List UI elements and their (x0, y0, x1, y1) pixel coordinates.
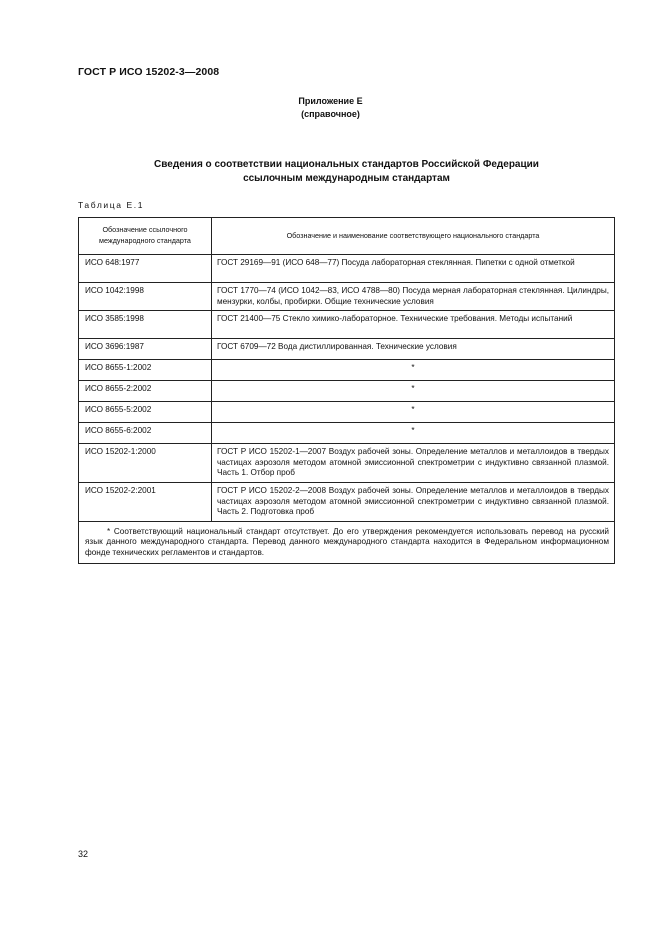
national-standard-description: ГОСТ Р ИСО 15202-2—2008 Воздух рабочей зоны. Определение металлов и металлоидов в твердых частицах аэрозоля методом атомной эмиссионной спектрометрии с индуктивно связанной плазмой. Часть 2. Подготовка проб (212, 482, 615, 521)
table-footnote-row (79, 521, 615, 563)
footnote-marker: * (212, 402, 615, 423)
table-row (79, 482, 615, 521)
table-row (79, 381, 615, 402)
national-standard-description: ГОСТ 29169—91 (ИСО 648—77) Посуда лабораторная стеклянная. Пипетки с одной отметкой (212, 255, 615, 283)
table-row (79, 283, 615, 311)
table-row (79, 339, 615, 360)
table-row (79, 423, 615, 444)
international-standard-code: ИСО 8655-1:2002 (79, 360, 212, 381)
table-footnote-text: * Соответствующий национальный стандарт отсутствует. До его утверждения рекомендуется использовать перевод на русский язык данного международного стандарта. Перевод данного международного стандарта находится в Федеральном информационном фонде технических регламентов и стандартов. (85, 526, 609, 557)
annex-title: Приложение Е (298, 96, 363, 106)
footnote-marker: * (212, 423, 615, 444)
section-heading-line-2: ссылочным международным стандартам (243, 173, 450, 184)
international-standard-code: ИСО 648:1977 (79, 255, 212, 283)
table-header-row (79, 218, 615, 255)
annex-subtitle: (справочное) (301, 109, 360, 119)
table-row (79, 402, 615, 423)
international-standard-code: ИСО 8655-2:2002 (79, 381, 212, 402)
national-standard-description: ГОСТ Р ИСО 15202-1—2007 Воздух рабочей зоны. Определение металлов и металлоидов в твердых частицах аэрозоля методом атомной эмиссионной спектрометрии с индуктивно связанной плазмой. Часть 1. Отбор проб (212, 444, 615, 483)
table-caption: Таблица Е.1 (78, 200, 145, 210)
footnote-marker: * (212, 360, 615, 381)
international-standard-code: ИСО 15202-1:2000 (79, 444, 212, 483)
international-standard-code: ИСО 15202-2:2001 (79, 482, 212, 521)
correspondence-table (78, 217, 615, 564)
international-standard-code: ИСО 3696:1987 (79, 339, 212, 360)
national-standard-description: ГОСТ 1770—74 (ИСО 1042—83, ИСО 4788—80) Посуда мерная лабораторная стеклянная. Цилиндры, мензурки, колбы, пробирки. Общие технические условия (212, 283, 615, 311)
international-standard-code: ИСО 8655-5:2002 (79, 402, 212, 423)
column-header-national: Обозначение и наименование соответствующего национального стандарта (212, 218, 615, 255)
page-number: 32 (78, 849, 89, 859)
section-heading-line-1: Сведения о соответствии национальных стандартов Российской Федерации (154, 159, 539, 170)
national-standard-description: ГОСТ 6709—72 Вода дистиллированная. Технические условия (212, 339, 615, 360)
table-row (79, 255, 615, 283)
annex-heading (0, 95, 661, 121)
footnote-marker: * (212, 381, 615, 402)
international-standard-code: ИСО 1042:1998 (79, 283, 212, 311)
table-row (79, 311, 615, 339)
national-standard-description: ГОСТ 21400—75 Стекло химико-лабораторное. Технические требования. Методы испытаний (212, 311, 615, 339)
table-footnote (79, 521, 615, 563)
section-heading (78, 158, 615, 186)
international-standard-code: ИСО 8655-6:2002 (79, 423, 212, 444)
table-row (79, 444, 615, 483)
international-standard-code: ИСО 3585:1998 (79, 311, 212, 339)
column-header-international: Обозначение ссылочного международного стандарта (79, 218, 212, 255)
document-code: ГОСТ Р ИСО 15202-3—2008 (78, 66, 220, 78)
table-row (79, 360, 615, 381)
